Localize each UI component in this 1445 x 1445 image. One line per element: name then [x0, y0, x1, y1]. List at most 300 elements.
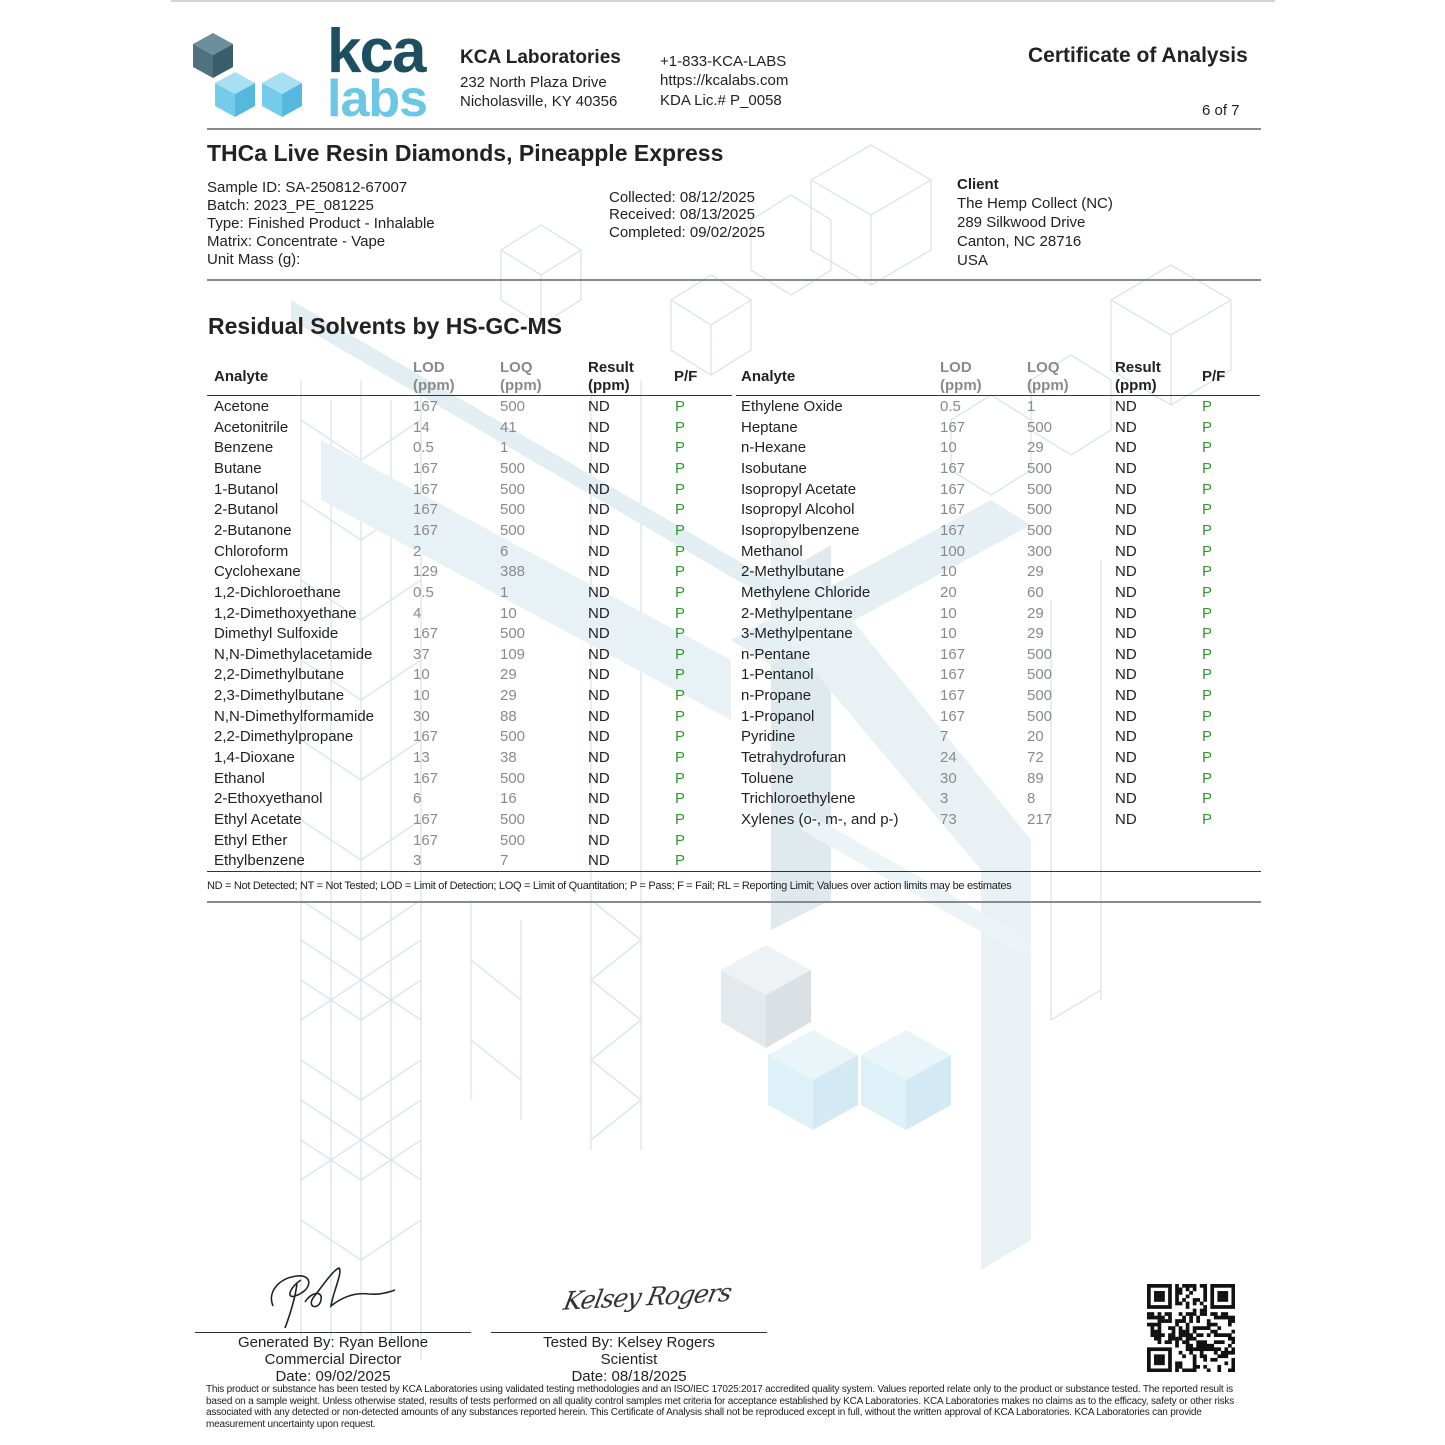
pass-fail-cell: P — [675, 645, 686, 663]
right-header-result-unit: (ppm) — [1115, 377, 1157, 394]
result-cell: ND — [588, 769, 610, 787]
table-row — [741, 686, 1261, 707]
result-cell: ND — [1115, 749, 1137, 767]
result-cell: ND — [1115, 501, 1137, 519]
left-header-loq — [500, 359, 542, 395]
analyte-cell: Isobutane — [741, 459, 807, 477]
table-row — [741, 624, 1261, 645]
table-row — [741, 480, 1261, 501]
table-row — [741, 789, 1261, 810]
analyte-cell: Ethylbenzene — [214, 852, 305, 870]
loq-cell: 29 — [500, 666, 517, 684]
lod-cell: 167 — [940, 666, 966, 684]
result-cell: ND — [1115, 439, 1137, 457]
result-cell: ND — [1115, 604, 1137, 622]
loq-cell: 72 — [1027, 749, 1044, 767]
generated-by: Generated By: Ryan Bellone — [237, 1334, 429, 1351]
analyte-cell: n-Hexane — [741, 439, 807, 457]
pass-fail-cell: P — [1202, 604, 1213, 622]
loq-cell: 500 — [1027, 480, 1053, 498]
sample-id: Sample ID: SA-250812-67007 — [207, 179, 408, 196]
right-header-loq — [1027, 359, 1069, 395]
generated-by-block — [195, 1334, 471, 1385]
lod-cell: 167 — [413, 501, 439, 519]
pass-fail-cell: P — [675, 398, 686, 415]
analyte-cell: 1,4-Dioxane — [214, 749, 295, 767]
loq-cell: 89 — [1027, 769, 1044, 787]
table-row — [214, 604, 734, 625]
loq-cell: 29 — [1027, 604, 1044, 622]
result-cell: ND — [1115, 398, 1137, 415]
lod-cell: 167 — [413, 480, 439, 498]
table-row — [741, 645, 1261, 666]
lod-cell: 20 — [940, 583, 957, 601]
result-cell: ND — [588, 687, 610, 705]
pass-fail-cell: P — [675, 852, 686, 870]
table-row — [214, 727, 734, 748]
header-divider — [207, 128, 1261, 130]
lod-cell: 100 — [940, 542, 966, 560]
pass-fail-cell: P — [675, 707, 686, 725]
kca-cubes-logo-icon — [191, 28, 311, 123]
analyte-cell: N,N-Dimethylformamide — [214, 707, 375, 725]
left-header-analyte: Analyte — [214, 368, 269, 385]
result-cell: ND — [588, 749, 610, 767]
signature-line-generated — [195, 1332, 471, 1333]
loq-cell: 500 — [1027, 459, 1053, 477]
pass-fail-cell: P — [675, 418, 686, 436]
result-cell: ND — [588, 852, 610, 870]
result-cell: ND — [588, 418, 610, 436]
batch: Batch: 2023_PE_081225 — [207, 197, 374, 214]
lod-cell: 167 — [940, 459, 966, 477]
table-row — [214, 645, 734, 666]
loq-cell: 1 — [500, 583, 509, 601]
pass-fail-cell: P — [1202, 645, 1213, 663]
lod-cell: 167 — [413, 398, 439, 415]
right-table-header-rule — [736, 395, 1260, 396]
analyte-cell: 2,2-Dimethylpropane — [214, 728, 354, 746]
analyte-cell: 2-Butanol — [214, 501, 279, 519]
right-header-pf: P/F — [1202, 368, 1226, 385]
table-row — [214, 500, 734, 521]
loq-cell: 29 — [1027, 625, 1044, 643]
received-date: Received: 08/13/2025 — [609, 206, 755, 223]
page-number: 6 of 7 — [1202, 102, 1240, 119]
lod-cell: 0.5 — [413, 439, 434, 457]
loq-cell: 500 — [500, 769, 526, 787]
table-row — [741, 748, 1261, 769]
pass-fail-cell: P — [675, 563, 686, 581]
lod-cell: 167 — [413, 831, 439, 849]
analyte-cell: Ethyl Acetate — [214, 811, 302, 828]
pass-fail-cell: P — [675, 811, 686, 828]
table-row — [214, 418, 734, 439]
signature-kelsey-rogers-text: Kelsey Rogers — [561, 1277, 734, 1316]
pass-fail-cell: P — [675, 749, 686, 767]
footnote-divider — [207, 901, 1261, 903]
certificate-page — [171, 0, 1275, 1445]
table-row — [214, 810, 734, 831]
pass-fail-cell: P — [1202, 728, 1213, 746]
table-row — [741, 521, 1261, 542]
table-row — [214, 789, 734, 810]
pass-fail-cell: P — [1202, 811, 1213, 828]
loq-cell: 109 — [500, 645, 526, 663]
analyte-cell: Pyridine — [741, 728, 796, 746]
pass-fail-cell: P — [675, 687, 686, 705]
lod-cell: 3 — [413, 852, 422, 870]
loq-cell: 217 — [1027, 811, 1053, 828]
result-cell: ND — [1115, 459, 1137, 477]
table-row — [214, 480, 734, 501]
generated-date: Date: 09/02/2025 — [275, 1368, 391, 1385]
result-cell: ND — [588, 707, 610, 725]
signature-line-tested — [491, 1332, 767, 1333]
left-header-result-unit: (ppm) — [588, 377, 630, 394]
lod-cell: 7 — [940, 728, 949, 746]
analyte-cell: Tetrahydrofuran — [741, 749, 847, 767]
loq-cell: 500 — [1027, 707, 1053, 725]
lod-cell: 167 — [940, 707, 966, 725]
client-country: USA — [957, 252, 988, 269]
analyte-cell: 1-Butanol — [214, 480, 279, 498]
loq-cell: 29 — [500, 687, 517, 705]
signature-ryan-bellone-icon — [261, 1262, 401, 1334]
analyte-cell: 1,2-Dimethoxyethane — [214, 604, 357, 622]
loq-cell: 500 — [500, 521, 526, 539]
result-cell: ND — [1115, 728, 1137, 746]
lod-cell: 4 — [413, 604, 422, 622]
analyte-cell: Benzene — [214, 439, 274, 457]
analyte-cell: Heptane — [741, 418, 798, 436]
loq-cell: 500 — [1027, 418, 1053, 436]
right-header-result — [1115, 359, 1161, 395]
lod-cell: 167 — [413, 728, 439, 746]
info-divider — [207, 279, 1261, 281]
completed-date: Completed: 09/02/2025 — [609, 224, 765, 241]
result-cell: ND — [588, 563, 610, 581]
pass-fail-cell: P — [675, 769, 686, 787]
pass-fail-cell: P — [675, 728, 686, 746]
lod-cell: 167 — [940, 501, 966, 519]
loq-cell: 60 — [1027, 583, 1044, 601]
pass-fail-cell: P — [675, 501, 686, 519]
pass-fail-cell: P — [1202, 769, 1213, 787]
result-cell: ND — [588, 666, 610, 684]
left-header-result — [588, 359, 634, 395]
result-cell: ND — [1115, 521, 1137, 539]
lod-cell: 2 — [413, 542, 422, 560]
pass-fail-cell: P — [675, 625, 686, 643]
analyte-cell: Ethylene Oxide — [741, 398, 843, 415]
result-cell: ND — [588, 790, 610, 808]
result-cell: ND — [1115, 542, 1137, 560]
lod-cell: 167 — [940, 687, 966, 705]
left-header-lod-label: LOD — [413, 359, 445, 376]
logo-word-labs: labs — [327, 70, 428, 128]
loq-cell: 300 — [1027, 542, 1053, 560]
tested-date: Date: 08/18/2025 — [571, 1368, 687, 1385]
loq-cell: 20 — [1027, 728, 1044, 746]
analyte-cell: Dimethyl Sulfoxide — [214, 625, 339, 643]
table-row — [741, 459, 1261, 480]
lab-license: KDA Lic.# P_0058 — [660, 92, 782, 109]
loq-cell: 1 — [1027, 398, 1036, 415]
loq-cell: 500 — [1027, 501, 1053, 519]
pass-fail-cell: P — [1202, 439, 1213, 457]
lod-cell: 30 — [940, 769, 957, 787]
lod-cell: 10 — [413, 666, 430, 684]
analyte-cell: 2-Methylpentane — [741, 604, 853, 622]
analyte-cell: Toluene — [741, 769, 794, 787]
loq-cell: 38 — [500, 749, 517, 767]
analyte-cell: 2-Butanone — [214, 521, 292, 539]
result-cell: ND — [1115, 418, 1137, 436]
table-row — [741, 542, 1261, 563]
result-cell: ND — [588, 542, 610, 560]
loq-cell: 500 — [500, 398, 526, 415]
table-row — [741, 810, 1261, 831]
result-cell: ND — [1115, 811, 1137, 828]
pass-fail-cell: P — [1202, 501, 1213, 519]
pass-fail-cell: P — [675, 459, 686, 477]
lod-cell: 30 — [413, 707, 430, 725]
lod-cell: 167 — [413, 459, 439, 477]
result-cell: ND — [1115, 625, 1137, 643]
result-cell: ND — [588, 604, 610, 622]
client-label: Client — [957, 176, 999, 193]
analyte-cell: Chloroform — [214, 542, 289, 560]
pass-fail-cell: P — [1202, 790, 1213, 808]
sample-type: Type: Finished Product - Inhalable — [207, 215, 435, 232]
left-header-result-label: Result — [588, 359, 634, 376]
lod-cell: 10 — [940, 604, 957, 622]
loq-cell: 500 — [500, 625, 526, 643]
lab-address-line2: Nicholasville, KY 40356 — [460, 93, 618, 110]
lod-cell: 10 — [940, 563, 957, 581]
analyte-cell: 2,3-Dimethylbutane — [214, 687, 345, 705]
table-row — [214, 521, 734, 542]
left-header-lod-unit: (ppm) — [413, 377, 455, 394]
loq-cell: 29 — [1027, 563, 1044, 581]
result-cell: ND — [588, 501, 610, 519]
analyte-cell: Trichloroethylene — [741, 790, 856, 808]
pass-fail-cell: P — [1202, 583, 1213, 601]
lod-cell: 13 — [413, 749, 430, 767]
lod-cell: 3 — [940, 790, 949, 808]
lab-website[interactable]: https://kcalabs.com — [660, 72, 789, 89]
analyte-cell: 2-Ethoxyethanol — [214, 790, 323, 808]
result-cell: ND — [588, 439, 610, 457]
pass-fail-cell: P — [675, 666, 686, 684]
result-cell: ND — [588, 521, 610, 539]
right-header-result-label: Result — [1115, 359, 1161, 376]
table-row — [214, 851, 734, 872]
pass-fail-cell: P — [1202, 625, 1213, 643]
loq-cell: 10 — [500, 604, 517, 622]
loq-cell: 500 — [500, 480, 526, 498]
pass-fail-cell: P — [1202, 459, 1213, 477]
table-row — [214, 748, 734, 769]
analyte-cell: n-Pentane — [741, 645, 811, 663]
loq-cell: 8 — [1027, 790, 1036, 808]
table-row — [741, 418, 1261, 439]
pass-fail-cell: P — [675, 480, 686, 498]
result-cell: ND — [1115, 563, 1137, 581]
result-cell: ND — [588, 583, 610, 601]
loq-cell: 500 — [500, 459, 526, 477]
client-address1: 289 Silkwood Drive — [957, 214, 1086, 231]
table-row — [741, 707, 1261, 728]
left-table-header-rule — [207, 395, 732, 396]
pass-fail-cell: P — [675, 521, 686, 539]
result-cell: ND — [1115, 645, 1137, 663]
table-row — [741, 769, 1261, 790]
left-header-loq-label: LOQ — [500, 359, 533, 376]
result-cell: ND — [1115, 769, 1137, 787]
result-cell: ND — [588, 728, 610, 746]
lod-cell: 14 — [413, 418, 430, 436]
pass-fail-cell: P — [675, 439, 686, 457]
analyte-cell: Methylene Chloride — [741, 583, 871, 601]
lod-cell: 167 — [940, 645, 966, 663]
table-row — [214, 583, 734, 604]
loq-cell: 500 — [500, 831, 526, 849]
table-row — [741, 397, 1261, 418]
tested-by: Tested By: Kelsey Rogers — [543, 1334, 715, 1351]
legend-footnote: ND = Not Detected; NT = Not Tested; LOD = Limit of Detection; LOQ = Limit of Quantitation; P = Pass; F = Fail; RL = Reporting Limit; Values over action limits may be estimates — [207, 880, 1012, 892]
analyte-cell: 1-Pentanol — [741, 666, 814, 684]
loq-cell: 500 — [1027, 645, 1053, 663]
pass-fail-cell: P — [1202, 563, 1213, 581]
left-header-lod — [413, 359, 455, 395]
loq-cell: 500 — [1027, 666, 1053, 684]
loq-cell: 88 — [500, 707, 517, 725]
table-row — [741, 562, 1261, 583]
analyte-cell: 1,2-Dichloroethane — [214, 583, 341, 601]
table-row — [741, 727, 1261, 748]
right-header-loq-unit: (ppm) — [1027, 377, 1069, 394]
pass-fail-cell: P — [1202, 666, 1213, 684]
result-cell: ND — [588, 459, 610, 477]
analyte-cell: n-Propane — [741, 687, 812, 705]
result-cell: ND — [588, 645, 610, 663]
table-row — [741, 665, 1261, 686]
lod-cell: 0.5 — [940, 398, 961, 415]
pass-fail-cell: P — [675, 583, 686, 601]
right-header-lod-unit: (ppm) — [940, 377, 982, 394]
lod-cell: 167 — [413, 811, 439, 828]
pass-fail-cell: P — [1202, 542, 1213, 560]
table-row — [214, 459, 734, 480]
result-cell: ND — [1115, 707, 1137, 725]
section-title: Residual Solvents by HS-GC-MS — [208, 313, 563, 339]
table-row — [214, 665, 734, 686]
lod-cell: 6 — [413, 790, 422, 808]
pass-fail-cell: P — [1202, 480, 1213, 498]
lod-cell: 0.5 — [413, 583, 434, 601]
disclaimer-text: This product or substance has been tested by KCA Laboratories using validated testing methodologies and an ISO/IEC 17025:2017 accredited quality system. Values reported relate only to the product or substance tested. The reported result is based on a sample weight. Unless otherwise stated, results of tests performed on all quality control samples met criteria for acceptance established by KCA Laboratories. KCA Laboratories makes no claims as to the efficacy, safety or other risks associated with any detected or non-detected amounts of any substances reported herein. This Certificate of Analysis shall not be reproduced except in full, without the written approval of KCA Laboratories. KCA Laboratories can provide measurement uncertainty upon request. — [206, 1384, 1235, 1430]
analyte-cell: N,N-Dimethylacetamide — [214, 645, 373, 663]
loq-cell: 500 — [500, 811, 526, 828]
table-row — [214, 438, 734, 459]
unit-mass: Unit Mass (g): — [207, 251, 301, 268]
loq-cell: 500 — [1027, 521, 1053, 539]
analyte-cell: Cyclohexane — [214, 563, 301, 581]
table-row — [214, 542, 734, 563]
loq-cell: 500 — [500, 501, 526, 519]
lod-cell: 37 — [413, 645, 430, 663]
right-header-analyte: Analyte — [741, 368, 796, 385]
loq-cell: 7 — [500, 852, 509, 870]
loq-cell: 500 — [1027, 687, 1053, 705]
analyte-cell: Xylenes (o-, m-, and p-) — [741, 811, 899, 828]
table-row — [214, 397, 734, 418]
analyte-cell: Isopropyl Alcohol — [741, 501, 855, 519]
collected-date: Collected: 08/12/2025 — [609, 189, 755, 206]
client-name: The Hemp Collect (NC) — [957, 195, 1113, 212]
analyte-cell: Acetonitrile — [214, 418, 289, 436]
loq-cell: 500 — [500, 728, 526, 746]
left-header-loq-unit: (ppm) — [500, 377, 542, 394]
analyte-cell: 2,2-Dimethylbutane — [214, 666, 345, 684]
tested-title: Scientist — [600, 1351, 658, 1368]
lod-cell: 167 — [413, 769, 439, 787]
lod-cell: 10 — [940, 439, 957, 457]
table-row — [741, 438, 1261, 459]
loq-cell: 1 — [500, 439, 509, 457]
result-cell: ND — [588, 398, 610, 415]
analyte-cell: Ethyl Ether — [214, 831, 288, 849]
tested-by-block — [491, 1334, 767, 1385]
table-row — [214, 831, 734, 852]
loq-cell: 41 — [500, 418, 517, 436]
analyte-cell: 3-Methylpentane — [741, 625, 853, 643]
analyte-cell: Isopropylbenzene — [741, 521, 860, 539]
table-row — [741, 500, 1261, 521]
result-cell: ND — [588, 831, 610, 849]
pass-fail-cell: P — [675, 542, 686, 560]
analyte-cell: Isopropyl Acetate — [741, 480, 857, 498]
table-row — [214, 562, 734, 583]
lod-cell: 167 — [940, 418, 966, 436]
pass-fail-cell: P — [1202, 418, 1213, 436]
signature-kelsey-rogers — [561, 1277, 734, 1327]
result-cell: ND — [588, 811, 610, 828]
analyte-cell: Ethanol — [214, 769, 265, 787]
result-cell: ND — [1115, 687, 1137, 705]
generated-title: Commercial Director — [264, 1351, 402, 1368]
pass-fail-cell: P — [1202, 398, 1213, 415]
lod-cell: 167 — [940, 521, 966, 539]
lod-cell: 129 — [413, 563, 439, 581]
pass-fail-cell: P — [1202, 707, 1213, 725]
lod-cell: 167 — [413, 521, 439, 539]
loq-cell: 29 — [1027, 439, 1044, 457]
lod-cell: 167 — [940, 480, 966, 498]
pass-fail-cell: P — [1202, 749, 1213, 767]
qr-code-icon[interactable] — [1147, 1284, 1235, 1372]
right-header-lod-label: LOD — [940, 359, 972, 376]
lab-phone: +1-833-KCA-LABS — [660, 53, 787, 70]
result-cell: ND — [588, 480, 610, 498]
right-header-loq-label: LOQ — [1027, 359, 1060, 376]
table-row — [214, 707, 734, 728]
result-cell: ND — [1115, 480, 1137, 498]
loq-cell: 388 — [500, 563, 526, 581]
result-cell: ND — [1115, 583, 1137, 601]
